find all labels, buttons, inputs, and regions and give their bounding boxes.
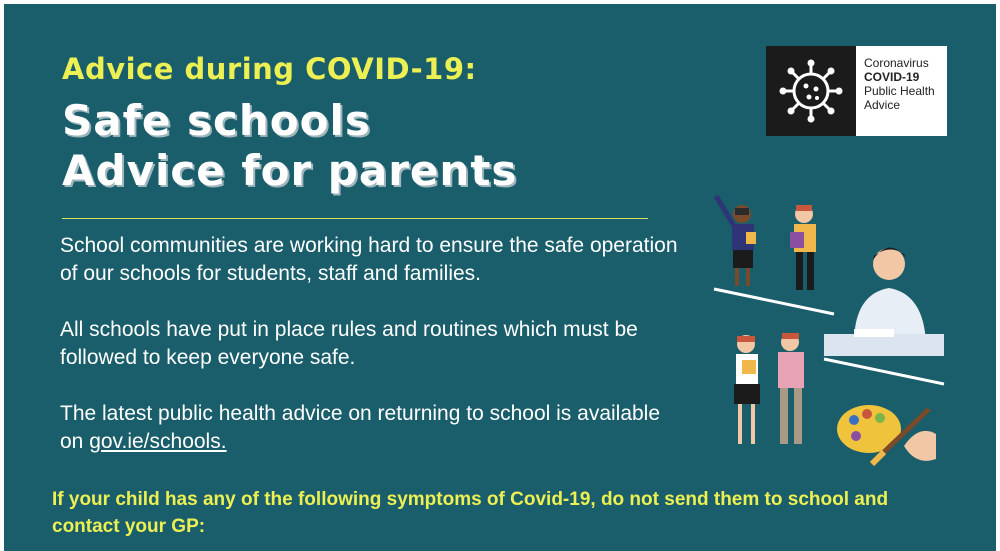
logo-text xyxy=(856,46,935,136)
student-with-book xyxy=(790,205,816,290)
students-illustration xyxy=(704,184,964,484)
logo-line-2: COVID-19 xyxy=(864,70,920,84)
rules-paragraph: All schools have put in place rules and routines which must be followed to keep everyone safe. xyxy=(60,318,638,369)
student-raising-hand xyxy=(716,196,756,286)
advice-paragraph xyxy=(60,400,680,456)
virus-icon xyxy=(776,56,846,126)
logo-mark xyxy=(766,46,856,136)
person-at-desk xyxy=(824,247,944,356)
gov-schools-link[interactable]: gov.ie/schools. xyxy=(89,430,227,453)
kicker-heading: Advice during COVID-19: xyxy=(62,52,477,86)
advice-text: The latest public health advice on returning to school is available on xyxy=(60,402,661,453)
students-pair xyxy=(734,333,804,444)
paint-palette-icon xyxy=(837,405,936,464)
advice-card xyxy=(4,4,996,551)
logo-line-3: Public Health xyxy=(864,84,935,98)
page-title xyxy=(62,96,517,196)
logo-line-1: Coronavirus xyxy=(864,56,929,70)
public-health-logo xyxy=(766,46,947,136)
title-line-2: Advice for parents xyxy=(62,146,518,195)
intro-paragraph: School communities are working hard to ensure the safe operation of our schools for students, staff and families. xyxy=(60,234,678,285)
title-line-1: Safe schools xyxy=(62,96,371,145)
symptoms-warning: If your child has any of the following symptoms of Covid-19, do not send them to school and contact your GP: xyxy=(52,489,889,537)
logo-line-4: Advice xyxy=(864,98,901,112)
divider xyxy=(62,218,648,219)
